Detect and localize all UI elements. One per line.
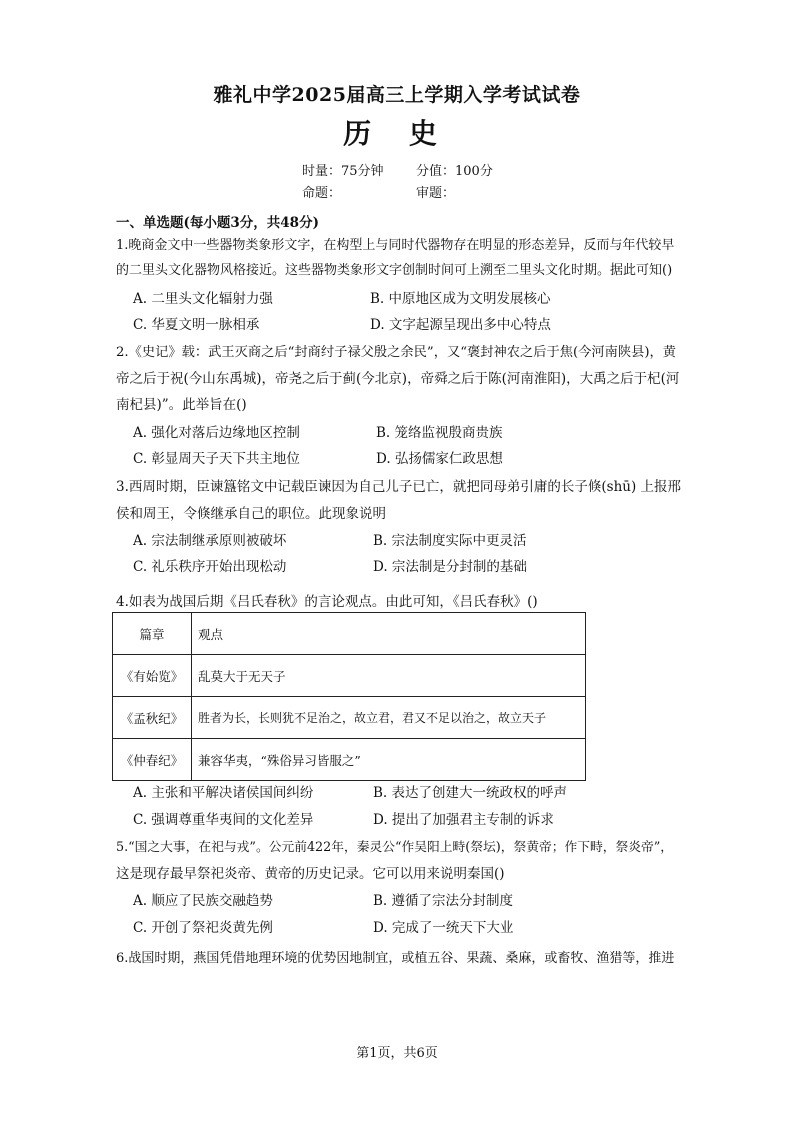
table-header-cell: 观点	[192, 613, 586, 655]
section-heading: 一、单选题(每小题3分，共48分)	[116, 215, 319, 231]
question-6-line-1: 6.战国时期，燕国凭借地理环境的优势因地制宜，或植五谷、果蔬、桑麻，或畜牧、渔猎等，推进	[116, 951, 675, 966]
question-1-line-2: 的二里头文化器物风格接近。这些器物类象形文字创制时间可上溯至二里头文化时期。据此可知()	[116, 263, 673, 278]
question-1-line-1: 1.晚商金文中一些器物类象形文字，在构型上与同时代器物存在明显的形态差异，反而与年代较早	[116, 238, 675, 253]
question-2-line-3: 南杞县)”。此举旨在()	[116, 397, 247, 413]
exam-score: 分值：100分	[416, 164, 493, 179]
exam-time: 时量：75分钟	[302, 164, 384, 179]
question-5-option-a: A. 顺应了民族交融趋势	[133, 893, 273, 909]
question-2-option-c: C. 彰显周天子天下共主地位	[133, 451, 300, 467]
question-1-option-b: B. 中原地区成为文明发展核心	[370, 291, 551, 307]
question-3-option-b: B. 宗法制度实际中更灵活	[373, 533, 527, 549]
table-header-cell: 篇章	[113, 613, 192, 655]
question-4-option-a: A. 主张和平解决诸侯国间纠纷	[133, 785, 314, 801]
table-row	[113, 655, 586, 697]
question-2-line-1: 2.《史记》载：武王灭商之后“封商纣子禄父殷之余民”，又“褒封神农之后于焦(今河南陕县)，黄	[116, 345, 677, 360]
question-5-option-b: B. 遵循了宗法分封制度	[373, 893, 514, 909]
question-3-line-2: 侯和周王，令倏继承自己的职位。此现象说明	[116, 506, 386, 522]
table-row	[113, 739, 586, 781]
table-cell: 兼容华夷，“殊俗异习皆服之”	[192, 739, 586, 781]
question-1-option-a: A. 二里头文化辐射力强	[133, 291, 273, 307]
question-3-option-c: C. 礼乐秩序开始出现松动	[133, 559, 287, 575]
question-2-line-2: 帝之后于祝(今山东禹城)，帝尧之后于蓟(今北京)，帝舜之后于陈(河南淮阳)，大禹之后于杞(河	[116, 371, 680, 387]
question-4-option-b: B. 表达了创建大一统政权的呼声	[373, 785, 568, 801]
exam-title: 雅礼中学2025届高三上学期入学考试试卷	[213, 84, 581, 106]
question-2-option-d: D. 弘扬儒家仁政思想	[376, 451, 503, 467]
table-cell: 胜者为长，长则犹不足治之，故立君，君又不足以治之，故立天子	[192, 697, 586, 739]
table-cell: 《有始览》	[113, 655, 192, 697]
viewpoint-table	[112, 612, 586, 781]
table-cell: 乱莫大于无天子	[192, 655, 586, 697]
question-1-option-c: C. 华夏文明一脉相承	[133, 317, 260, 333]
table-row	[113, 697, 586, 739]
question-3-option-d: D. 宗法制是分封制的基础	[373, 559, 527, 575]
table-cell: 《孟秋纪》	[113, 697, 192, 739]
question-1-option-d: D. 文字起源呈现出多中心特点	[370, 317, 551, 333]
question-2-option-b: B. 笼络监视殷商贵族	[376, 425, 503, 441]
table-cell: 《仲春纪》	[113, 739, 192, 781]
question-5-option-c: C. 开创了祭祀炎黄先例	[133, 920, 273, 936]
exam-reviewer: 审题：	[416, 186, 456, 201]
question-5-line-2: 这是现存最早祭祀炎帝、黄帝的历史记录。它可以用来说明秦国()	[116, 866, 505, 882]
question-4-line-1: 4.如表为战国后期《吕氏春秋》的言论观点。由此可知，《吕氏春秋》()	[116, 594, 538, 610]
table-header-row	[113, 613, 586, 655]
question-4-option-d: D. 提出了加强君主专制的诉求	[373, 812, 554, 828]
question-4-option-c: C. 强调尊重华夷间的文化差异	[133, 812, 314, 828]
page-footer: 第1页，共6页	[356, 1046, 438, 1061]
exam-setter: 命题：	[302, 186, 342, 201]
question-3-option-a: A. 宗法制继承原则被破坏	[133, 533, 287, 549]
question-2-option-a: A. 强化对落后边缘地区控制	[133, 425, 300, 441]
subject-title: 历 史	[343, 117, 451, 150]
question-5-option-d: D. 完成了一统天下大业	[373, 920, 514, 936]
question-5-line-1: 5.“国之大事，在祀与戎”。公元前422年，秦灵公“作吴阳上畤(祭坛)，祭黄帝；作下畤，祭炎帝”，	[116, 840, 674, 855]
question-3-line-1: 3.西周时期，臣谏簋铭文中记载臣谏因为自己儿子已亡，就把同母弟引庸的长子倏(shū) 上报邢	[116, 479, 682, 495]
